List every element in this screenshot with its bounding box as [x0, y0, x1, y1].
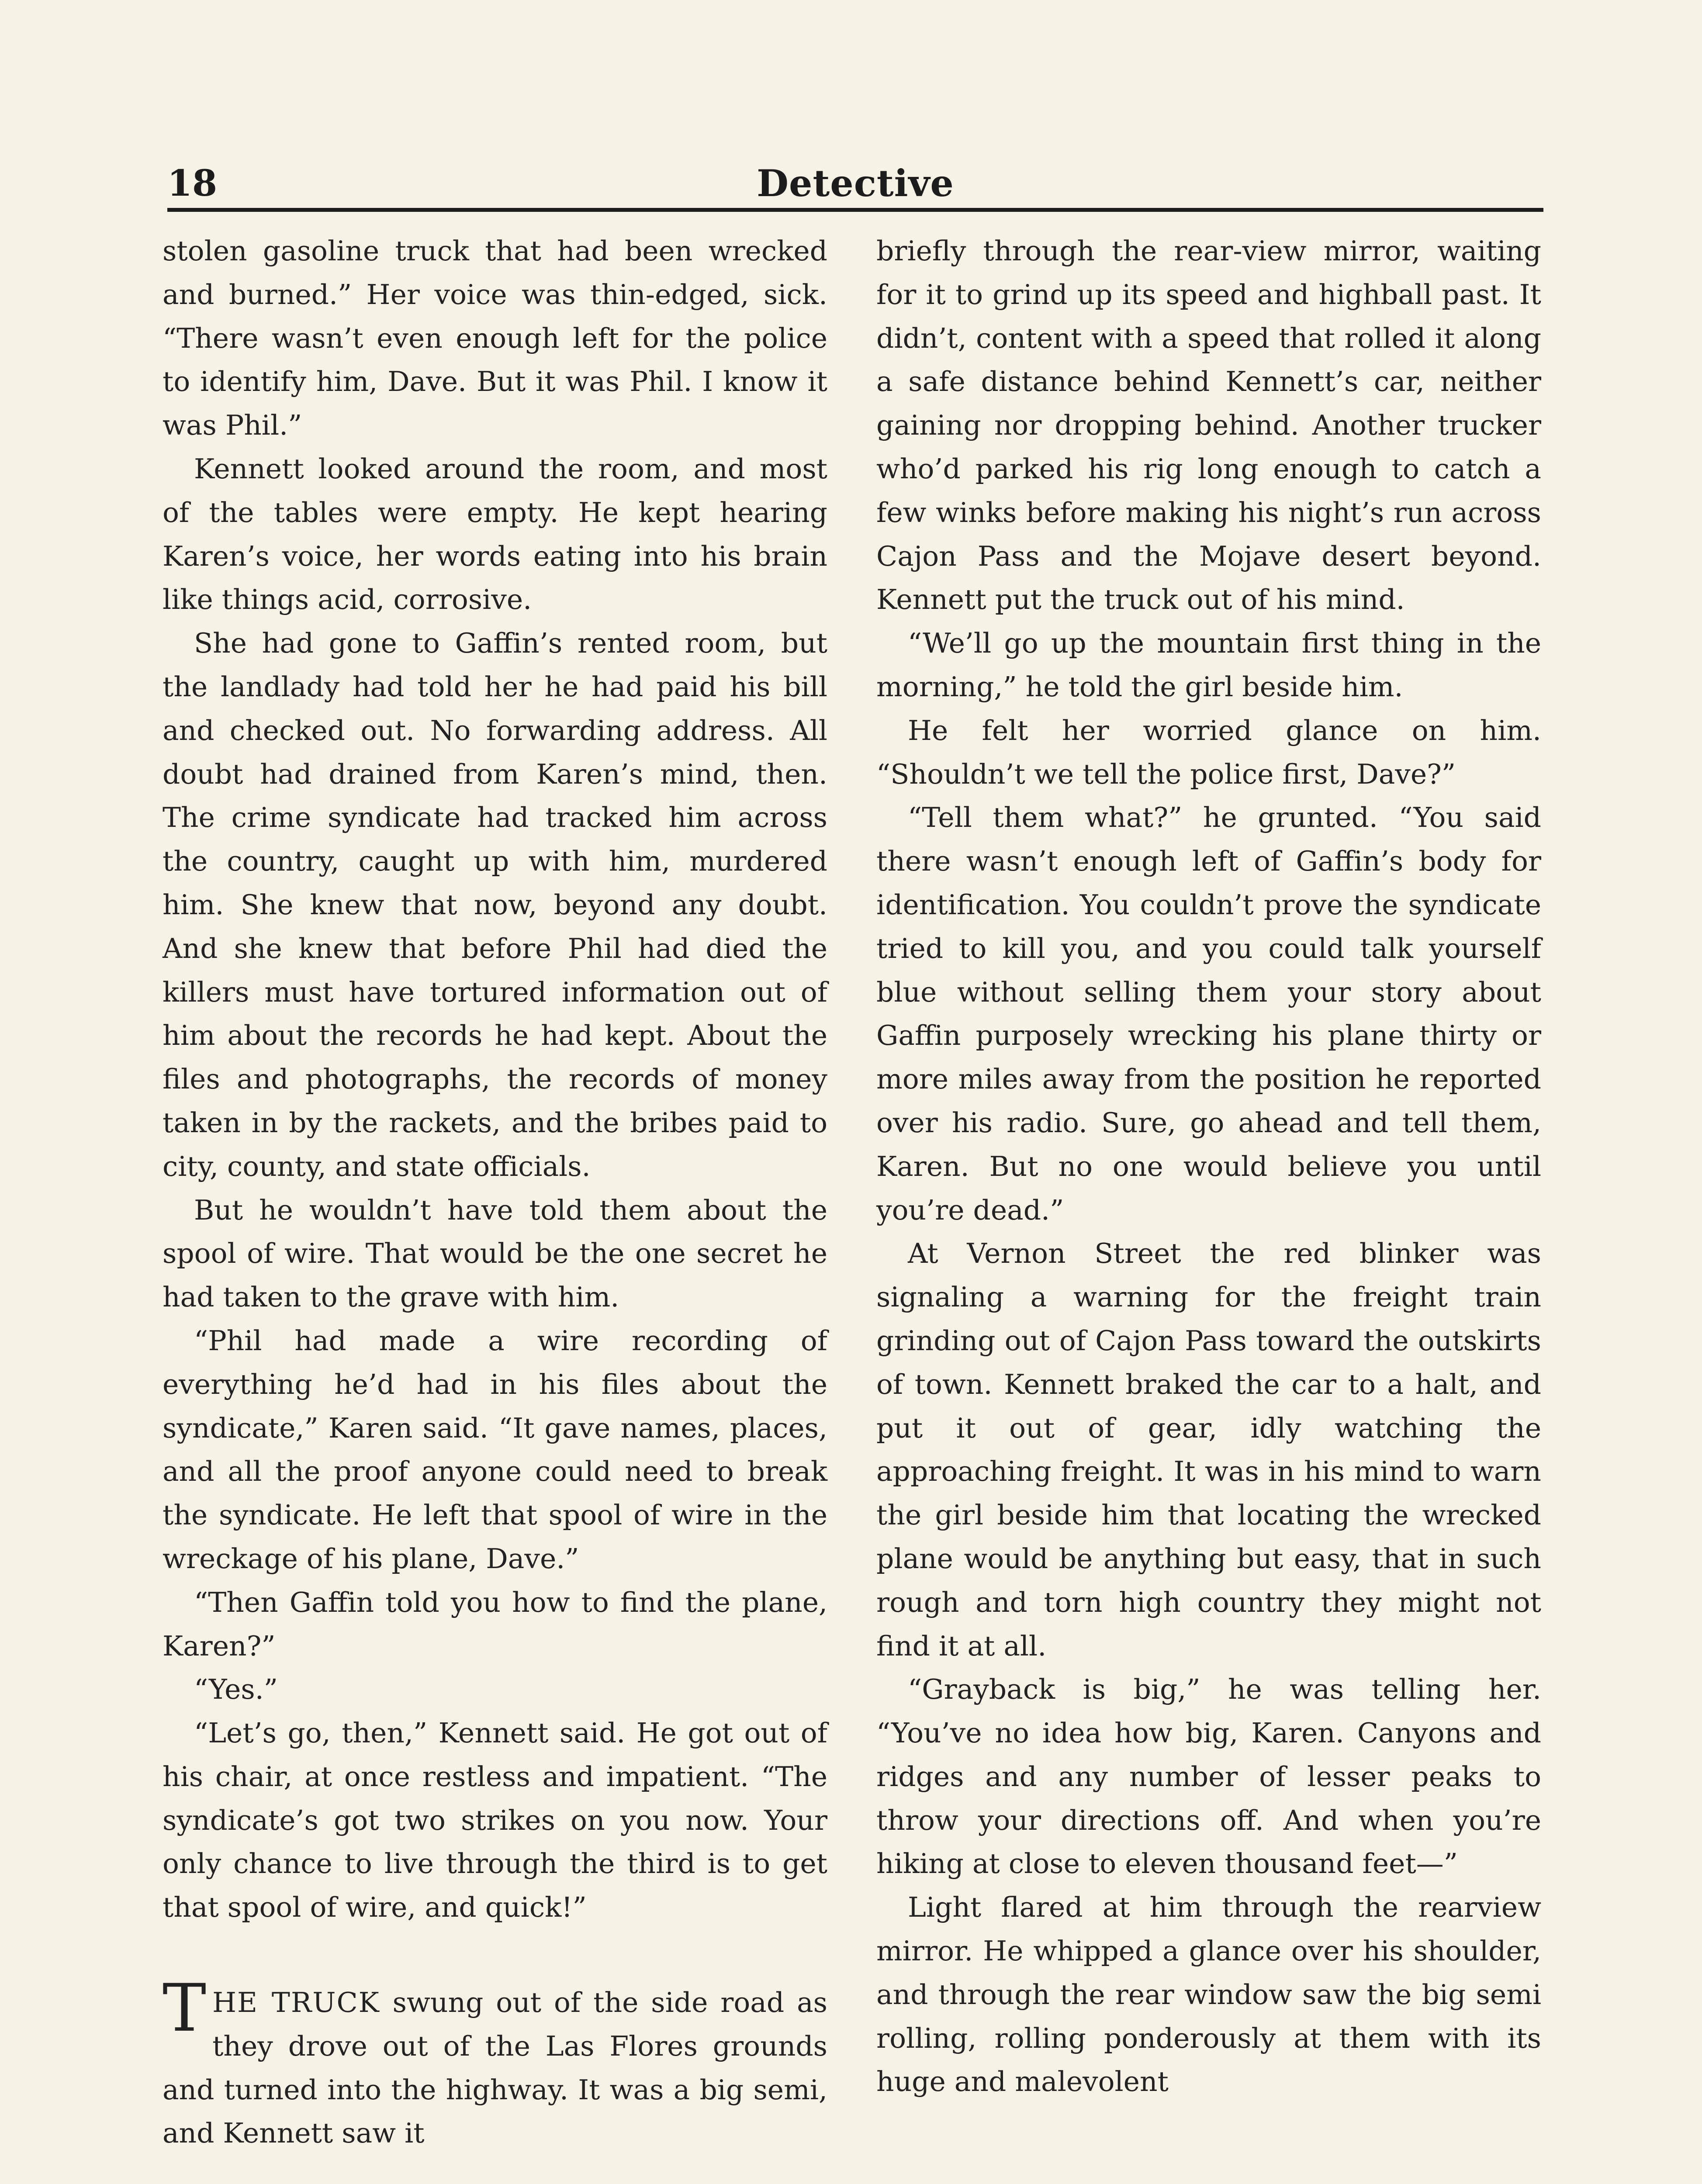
- section-text: swung out of the side road as they drove out of the Las Flores grounds and turned into the highway. It was a big semi, and Kennett saw it: [163, 1987, 828, 2149]
- paragraph: She had gone to Gaffin’s rented room, but the landlady had told her he had paid his bill and checked out. No forwarding address. All doubt had drained from Karen’s mind, then. The crime syndicate had tracked him across the country, caught up with him, murdered him. She knew that now, beyond any doubt. And she knew that before Phil had died the killers must have tortured information out of him about the records he had kept. About the files and photographs, the records of money taken in by the rackets, and the bribes paid to city, county, and state officials.: [163, 627, 827, 1182]
- paragraph: “Yes.”: [194, 1673, 278, 1706]
- paragraph: “Then Gaffin told you how to find the plane, Karen?”: [163, 1586, 827, 1662]
- paragraph: Kennett looked around the room, and most of the tables were empty. He kept hearing Karen’s voice, her words eating into his brain like things acid, corrosive.: [163, 453, 827, 616]
- paragraph: Light flared at him through the rearview mirror. He whipped a glance over his shoulder, and through the rear window saw the big semi rolling, rolling ponderously at them with its huge and malevolent: [876, 1891, 1541, 2098]
- drop-cap: T: [163, 1970, 207, 2047]
- page-header: [167, 162, 1543, 205]
- paragraph: He felt her worried glance on him. “Shouldn’t we tell the police first, Dave?”: [876, 714, 1541, 790]
- running-title: Detective: [757, 162, 954, 205]
- section-opening-paragraph: [163, 1970, 828, 2155]
- paragraph: stolen gasoline truck that had been wrecked and burned.” Her voice was thin-edged, sick. “There wasn’t even enough left for the police to identify him, Dave. But it was Phil. I know it was Phil.”: [163, 235, 827, 442]
- header-rule: [167, 208, 1543, 212]
- paragraph: “We’ll go up the mountain first thing in the morning,” he told the girl beside him.: [876, 627, 1541, 703]
- paragraph: “Grayback is big,” he was telling her. “You’ve no idea how big, Karen. Canyons and ridges and any number of lesser peaks to throw your directions off. And when you’re hiking at close to eleven thousand feet—”: [876, 1673, 1541, 1880]
- section-lead-words: HE TRUCK: [212, 1987, 380, 2019]
- right-column: [876, 229, 1541, 2104]
- paragraph: “Let’s go, then,” Kennett said. He got out of his chair, at once restless and impatient. “The syndicate’s got two strikes on you now. Your only chance to live through the third is to get that spool of wire, and quick!”: [163, 1717, 827, 1924]
- paragraph: “Phil had made a wire recording of everything he’d had in his files about the syndicate,” Karen said. “It gave names, places, and all the proof anyone could need to break the syndicate. He left that spool of wire in the wreckage of his plane, Dave.”: [163, 1324, 827, 1575]
- left-column: [163, 229, 827, 2155]
- paragraph: “Tell them what?” he grunted. “You said there wasn’t enough left of Gaffin’s body for identification. You couldn’t prove the syndicate tried to kill you, and you could talk yourself blue without selling them your story about Gaffin purposely wrecking his plane thirty or more miles away from the position he reported over his radio. Sure, go ahead and tell them, Karen. But no one would believe you until you’re dead.”: [876, 802, 1541, 1226]
- paragraph: briefly through the rear-view mirror, waiting for it to grind up its speed and highball past. It didn’t, content with a speed that rolled it along a safe distance behind Kennett’s car, neither gaining nor dropping behind. Another trucker who’d parked his rig long enough to catch a few winks before making his night’s run across Cajon Pass and the Mojave desert beyond. Kennett put the truck out of his mind.: [876, 235, 1541, 616]
- paragraph: But he wouldn’t have told them about the spool of wire. That would be the one secret he had taken to the grave with him.: [163, 1194, 827, 1313]
- page-number: 18: [167, 162, 218, 204]
- paragraph: At Vernon Street the red blinker was signaling a warning for the freight train grinding out of Cajon Pass toward the outskirts of town. Kennett braked the car to a halt, and put it out of gear, idly watching the approaching freight. It was in his mind to warn the girl beside him that locating the wrecked plane would be anything but easy, that in such rough and torn high country they might not find it at all.: [876, 1237, 1541, 1662]
